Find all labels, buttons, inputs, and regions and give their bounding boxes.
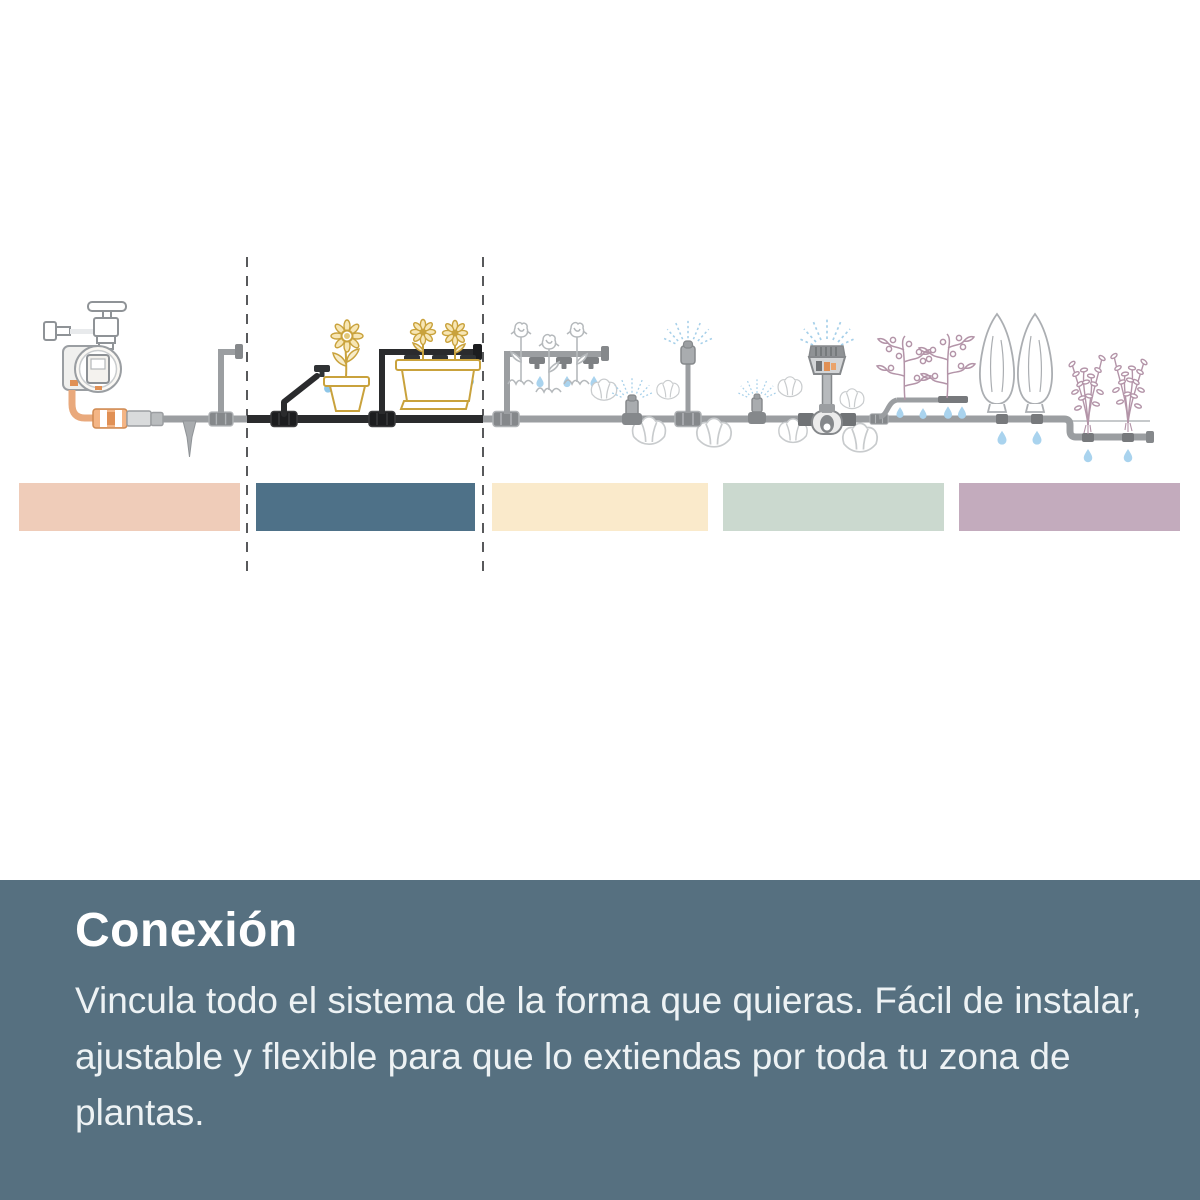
rose-flower-icon (511, 323, 531, 337)
description-panel (0, 880, 1200, 1200)
rose-flower-icon (539, 335, 559, 349)
tomato-plant-icon (919, 334, 975, 398)
lettuce-plant-icon (840, 389, 864, 409)
rose-flower-icon (567, 323, 587, 337)
sprinkler-section (738, 318, 975, 452)
zone-bar-3 (492, 483, 708, 531)
drip-emitter-icon (529, 357, 545, 369)
water-drop-icon (958, 406, 966, 418)
drip-emitter-icon (996, 414, 1008, 424)
end-riser (209, 344, 243, 426)
water-timer-icon (63, 346, 121, 392)
tap-icon (44, 302, 126, 349)
water-drop-icon (920, 408, 927, 419)
panel-body: Vincula todo el sistema de la forma que quieras. Fácil de instalar, ajustable y flexible para que lo extiendas por toda tu zona de plantas. (75, 979, 1142, 1133)
cypress-tree-icon (980, 314, 1014, 412)
spray-sprinkler-icon (664, 319, 713, 426)
trees-shrubs-section (980, 314, 1154, 462)
water-drop-icon (944, 406, 952, 418)
drip-emitter-icon (1122, 433, 1134, 442)
water-drop-icon (1084, 449, 1093, 462)
garden-bed-section (483, 319, 1062, 446)
water-drop-icon (1124, 449, 1133, 462)
hose-connector-icon (93, 409, 163, 428)
oscillating-sprinkler-icon (798, 318, 856, 434)
zone-color-bars (19, 483, 1180, 531)
lettuce-plant-icon (697, 418, 731, 446)
planter-box-icon (396, 320, 480, 410)
branch-pipe (284, 376, 317, 414)
drip-emitter-icon (1082, 433, 1094, 442)
water-drop-icon (1033, 431, 1042, 445)
hose-orange (72, 390, 94, 418)
pipe-end-cap (1146, 431, 1154, 443)
sunflower-pot-icon (324, 320, 369, 411)
tomato-plant-icon (877, 336, 933, 400)
zone-bar-5 (959, 483, 1180, 531)
zone-bar-2 (256, 483, 475, 531)
lettuce-plant-icon (591, 379, 616, 400)
pipe-end-cap (601, 346, 609, 361)
water-drop-icon (998, 431, 1007, 445)
lettuce-plant-icon (657, 380, 679, 399)
panel-title: Conexión (75, 904, 298, 957)
tap-timer-section (44, 302, 248, 457)
shrub-icon (1068, 355, 1106, 434)
lettuce-plant-icon (843, 423, 877, 451)
cypress-tree-icon (1018, 314, 1052, 412)
connection-section (247, 320, 483, 427)
zone-bar-4 (723, 483, 944, 531)
drip-emitter-icon (1031, 414, 1043, 424)
ground-stake-icon (183, 421, 196, 457)
water-drop-icon (536, 376, 543, 387)
water-drop-icon (897, 407, 904, 418)
zone-bar-1 (19, 483, 240, 531)
lettuce-plant-icon (778, 377, 802, 397)
